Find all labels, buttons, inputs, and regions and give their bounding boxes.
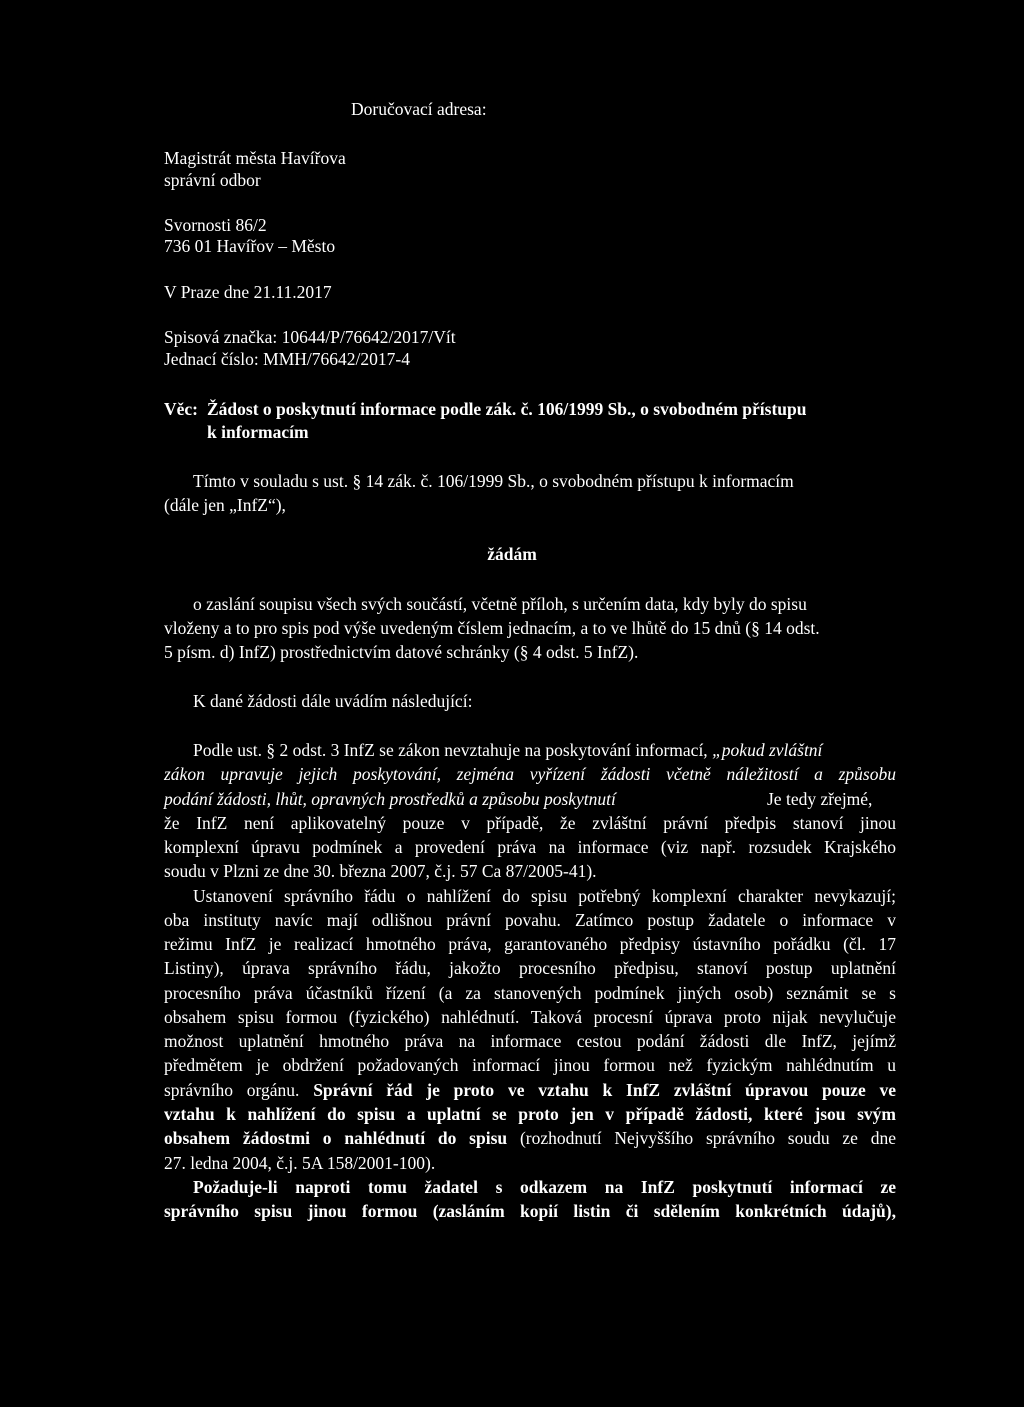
para3-line-1: Požaduje-li naproti tomu žadatel s odkazem na InfZ poskytnutí informací ze (193, 1177, 896, 1197)
recipient-street: Svornosti 86/2 (164, 215, 267, 235)
para2-line-9 (164, 1079, 896, 1101)
para2-line-3: režimu InfZ je realizací hmotného práva, garantovaného předpisy ústavního pořádku (čl. 17 (164, 934, 896, 954)
para2-line-2: oba instituty navíc mají odlišnou právní povahu. Zatímco postup žadatele o informace v (164, 910, 896, 930)
para2-line-1: Ustanovení správního řádu o nahlížení do spisu potřebný komplexní charakter nevykazují; (193, 886, 896, 906)
request-line-2: vloženy a to pro spis pod výše uvedeným číslem jednacím, a to ve lhůtě do 15 dnů (§ 14 odst. (164, 618, 820, 638)
para1-line-6: soudu v Plzni ze dne 30. března 2007, č.j. 57 Ca 87/2005-41). (164, 861, 597, 881)
para2-line-9-plain: správního orgánu. (164, 1080, 314, 1100)
para1-line-1-italic: „pokud zvláštní (712, 740, 823, 760)
recipient-name: Magistrát města Havířova (164, 148, 346, 168)
reference-number: Jednací číslo: MMH/76642/2017-4 (164, 349, 410, 369)
date-line: V Praze dne 21.11.2017 (164, 282, 332, 302)
delivery-address-label: Doručovací adresa: (351, 99, 487, 119)
para2-line-7: možnost uplatnění hmotného práva na informace cestou podání žádosti dle InfZ, jejímž (164, 1031, 896, 1051)
para2-line-12: 27. ledna 2004, č.j. 5A 158/2001-100). (164, 1153, 436, 1173)
para2-line-4: Listiny), úprava správního řádu, jakožto procesního předpisu, stanoví postup uplatnění (164, 958, 896, 978)
para1-line-1 (193, 739, 822, 761)
para1-line-5: komplexní úpravu podmínek a provedení práva na informace (viz např. rozsudek Krajského (164, 837, 896, 857)
subject-prefix: Věc: (164, 399, 199, 419)
request-line-3: 5 písm. d) InfZ) prostřednictvím datové schránky (§ 4 odst. 5 InfZ). (164, 642, 639, 662)
para2-line-11-bold: obsahem žádostmi o nahlédnutí do spisu (164, 1128, 508, 1148)
request-word: žádám (487, 544, 537, 564)
recipient-city: 736 01 Havířov – Město (164, 236, 336, 256)
para3-line-2: správního spisu jinou formou (zasláním kopií listin či sdělením konkrétních údajů), (164, 1201, 896, 1221)
para1-line-2: zákon upravuje jejich poskytování, zejména vyřízení žádosti včetně náležitostí a způsobu (164, 764, 896, 784)
file-mark: Spisová značka: 10644/P/76642/2017/Vít (164, 327, 456, 347)
para2-line-11 (164, 1127, 896, 1149)
intro-line-2: (dále jen „InfZ“), (164, 495, 286, 515)
para2-line-8: předmětem je obdržení požadovaných informací jinou formou než fyzickým nahlédnutím u (164, 1055, 896, 1075)
para1-line-3-plain: Je tedy zřejmé, (767, 789, 873, 809)
para1-line-4: že InfZ není aplikovatelný pouze v případě, že zvláštní právní předpis stanoví jinou (164, 813, 896, 833)
intro-line-1: Tímto v souladu s ust. § 14 zák. č. 106/1999 Sb., o svobodném přístupu k informacím (193, 471, 794, 491)
para2-line-10: vztahu k nahlížení do spisu a uplatní se proto jen v případě žádosti, které jsou svým (164, 1104, 896, 1124)
para2-line-6: obsahem spisu formou (fyzického) nahlédnutí. Taková procesní úprava proto nijak nevylučuje (164, 1007, 896, 1027)
para1-line-3-italic: podání žádosti, lhůt, opravných prostředků a způsobu poskytnutí (164, 789, 616, 809)
recipient-department: správní odbor (164, 170, 261, 190)
para2-line-5: procesního práva účastníků řízení (a za stanovených podmínek jiných osob) seznámit se s (164, 983, 896, 1003)
para2-line-11-plain: (rozhodnutí Nejvyššího správního soudu ze dne (507, 1128, 896, 1148)
para1-line-1-plain: Podle ust. § 2 odst. 3 InfZ se zákon nevztahuje na poskytování informací, (193, 740, 713, 760)
subject-line-2: k informacím (207, 422, 309, 442)
request-line-1: o zaslání soupisu všech svých součástí, včetně příloh, s určením data, kdy byly do spisu (193, 594, 807, 614)
lead-in: K dané žádosti dále uvádím následující: (193, 691, 473, 711)
para2-line-9-bold: Správní řád je proto ve vztahu k InfZ zvláštní úpravou pouze ve (313, 1080, 896, 1100)
subject-line-1: Žádost o poskytnutí informace podle zák. č. 106/1999 Sb., o svobodném přístupu (207, 399, 807, 419)
